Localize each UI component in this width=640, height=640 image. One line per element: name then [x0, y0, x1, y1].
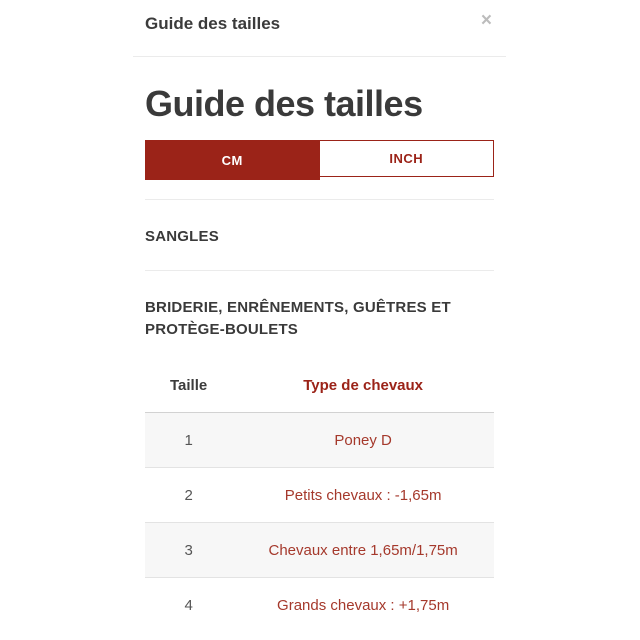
cell-type: Grands chevaux : +1,75m: [277, 596, 450, 614]
cell-taille: 4: [184, 596, 193, 614]
tab-inch[interactable]: INCH: [320, 140, 495, 177]
cell-type: Poney D: [334, 431, 392, 449]
modal-header: [133, 0, 506, 57]
size-table-head: [145, 377, 494, 413]
page-title: Guide des tailles: [145, 83, 423, 124]
table-row: [145, 413, 494, 468]
modal-body: [121, 84, 518, 633]
table-row: [145, 523, 494, 578]
cell-taille: 1: [184, 431, 193, 449]
table-row: [145, 468, 494, 523]
cell-type: Petits chevaux : -1,65m: [284, 486, 442, 504]
section-header-sangles[interactable]: SANGLES: [145, 200, 494, 271]
size-table-body: [145, 413, 494, 633]
cell-type: Chevaux entre 1,65m/1,75m: [268, 541, 458, 559]
size-table: [145, 377, 494, 633]
column-header-taille: Taille: [145, 377, 232, 413]
tab-cm[interactable]: CM: [145, 140, 320, 180]
unit-tabs: [145, 140, 494, 180]
section-header-briderie[interactable]: BRIDERIE, ENRÊNEMENTS, GUÊTRES ET PROTÈGE-BOULETS: [145, 299, 451, 338]
close-icon[interactable]: ×: [480, 10, 492, 31]
table-row: [145, 578, 494, 633]
modal-title: Guide des tailles: [145, 14, 281, 33]
column-header-type: Type de chevaux: [232, 377, 494, 413]
cell-taille: 3: [184, 541, 193, 559]
cell-taille: 2: [184, 486, 193, 504]
size-guide-modal: [121, 0, 518, 640]
